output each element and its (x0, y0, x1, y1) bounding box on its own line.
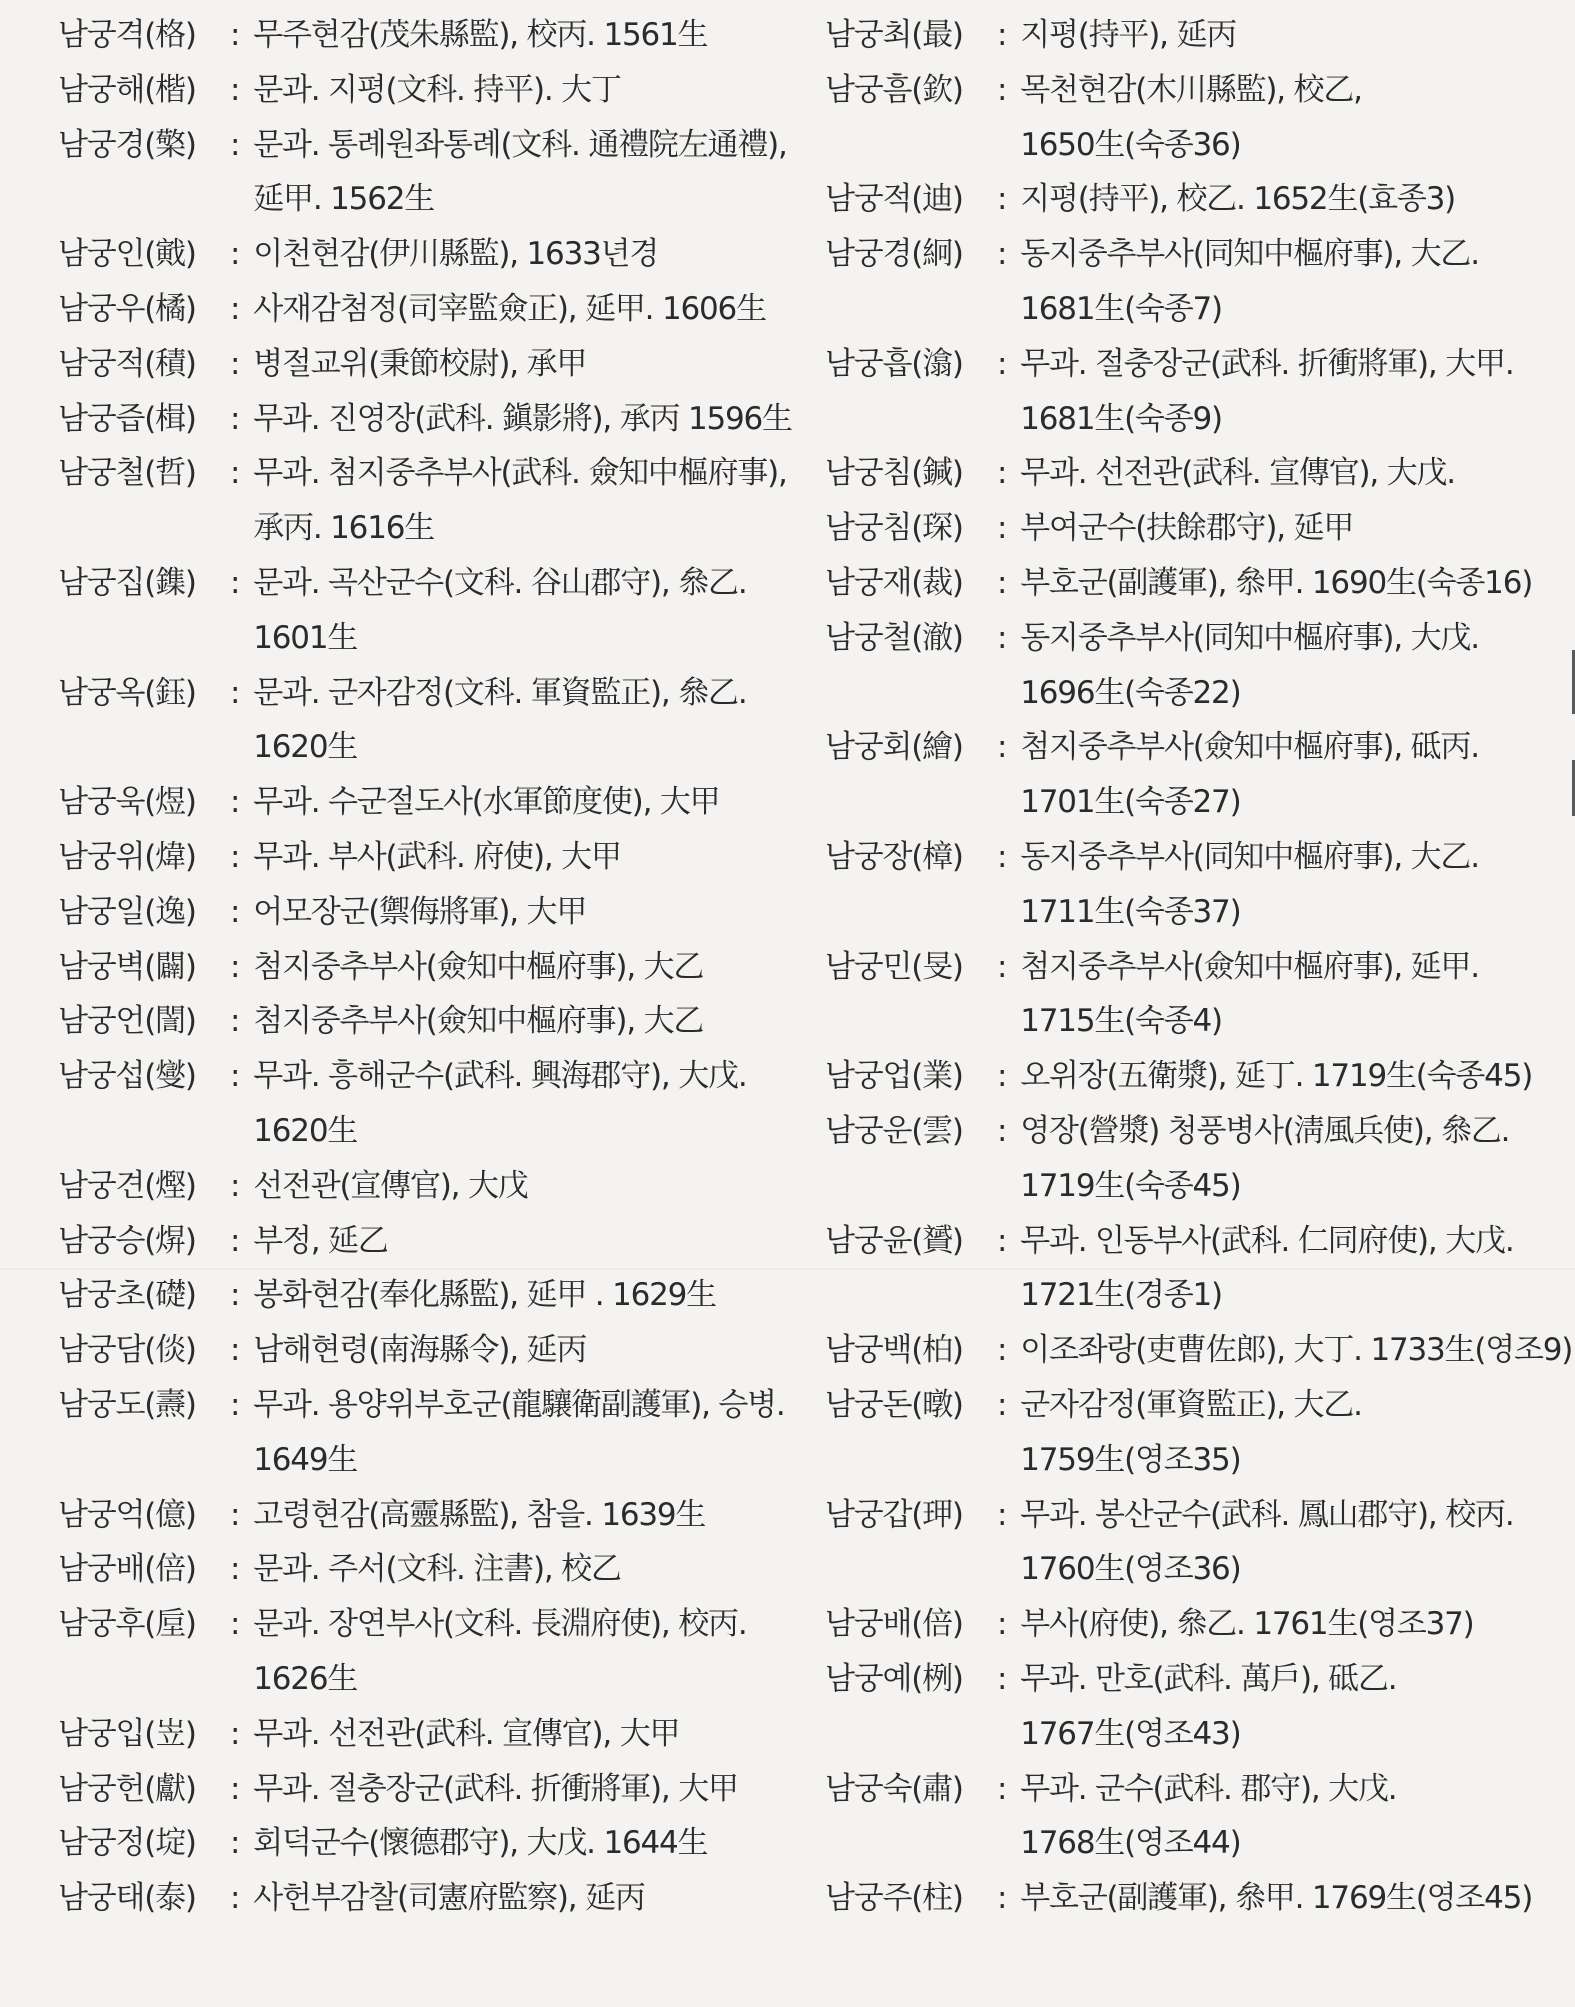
person-name: 남궁일(逸) (58, 893, 196, 930)
person-name: 남궁태(泰) (58, 1880, 196, 1917)
person-name: 남궁우(橘) (58, 290, 196, 327)
separator: : (230, 1606, 240, 1643)
person-name: 남궁업(業) (825, 1058, 963, 1095)
list-item (825, 611, 1565, 721)
separator: : (997, 71, 1007, 108)
list-item (58, 1378, 798, 1488)
person-description: 무과. 진영장(武科. 鎭影將), 承丙 1596生 (253, 400, 792, 437)
person-name: 남궁적(積) (58, 345, 196, 382)
separator: : (997, 1112, 1007, 1149)
separator: : (997, 510, 1007, 547)
separator: : (997, 345, 1007, 382)
list-item (825, 446, 1565, 501)
list-item (58, 666, 798, 776)
list-item (58, 775, 798, 830)
person-description: 무과. 만호(武科. 萬戶), 砥乙. 1767生(영조43) (1020, 1660, 1397, 1752)
person-description: 오위장(五衛漿), 延丁. 1719生(숙종45) (1020, 1058, 1533, 1095)
separator: : (230, 1277, 240, 1314)
person-name: 남궁욱(煜) (58, 784, 196, 821)
person-name: 남궁재(裁) (825, 564, 963, 601)
person-description: 무과. 인동부사(武科. 仁同府使), 大戊. 1721生(경종1) (1020, 1222, 1514, 1314)
separator: : (230, 1715, 240, 1752)
separator: : (230, 71, 240, 108)
separator: : (230, 1332, 240, 1369)
separator: : (230, 1880, 240, 1917)
separator: : (997, 1222, 1007, 1259)
person-description: 사헌부감찰(司憲府監察), 延丙 (253, 1880, 645, 1917)
list-item (58, 118, 798, 228)
list-item (825, 1214, 1565, 1324)
person-name: 남궁돈(暾) (825, 1386, 963, 1423)
person-name: 남궁초(礎) (58, 1277, 196, 1314)
list-item (58, 1323, 798, 1378)
person-description: 무과. 수군절도사(水軍節度使), 大甲 (253, 784, 720, 821)
list-item (825, 556, 1565, 611)
list-item (825, 1049, 1565, 1104)
list-item (825, 720, 1565, 830)
person-name: 남궁철(澈) (825, 619, 963, 656)
list-item (58, 1816, 798, 1871)
list-item (825, 940, 1565, 1050)
person-name: 남궁위(煒) (58, 838, 196, 875)
person-description: 부호군(副護軍), 叅甲. 1690生(숙종16) (1020, 564, 1533, 601)
person-description: 문과. 장연부사(文科. 長淵府使), 校丙. 1626生 (253, 1606, 747, 1697)
person-description: 문과. 곡산군수(文科. 谷山郡守), 叅乙. 1601生 (253, 564, 747, 656)
person-description: 이천현감(伊川縣監), 1633년경 (253, 236, 659, 273)
person-name: 남궁헌(獻) (58, 1770, 196, 1807)
person-description: 목천현감(木川縣監), 校乙, 1650生(숙종36) (1020, 71, 1362, 163)
person-name: 남궁배(倍) (825, 1606, 963, 1643)
separator: : (997, 236, 1007, 273)
separator: : (997, 948, 1007, 985)
person-name: 남궁윤(贇) (825, 1222, 963, 1259)
list-item (58, 1159, 798, 1214)
list-item (58, 282, 798, 337)
person-name: 남궁벽(闢) (58, 948, 196, 985)
list-item (58, 1049, 798, 1159)
person-description: 무과. 선전관(武科. 宣傳官), 大戊. (1020, 455, 1455, 492)
person-description: 남해현령(南海縣令), 延丙 (253, 1332, 587, 1369)
person-name: 남궁억(億) (58, 1496, 196, 1533)
separator: : (230, 455, 240, 492)
list-item (58, 940, 798, 995)
list-item (825, 8, 1565, 63)
person-name: 남궁적(迪) (825, 181, 963, 218)
person-name: 남궁흡(潝) (825, 345, 963, 382)
list-item (825, 1104, 1565, 1214)
separator: : (230, 838, 240, 875)
person-description: 무주현감(茂朱縣監), 校丙. 1561生 (253, 17, 708, 53)
person-name: 남궁정(埞) (58, 1825, 196, 1862)
person-name: 남궁민(旻) (825, 948, 963, 985)
person-description: 무과. 첨지중추부사(武科. 僉知中樞府事), 承丙. 1616生 (253, 455, 787, 547)
person-description: 사재감첨정(司宰監僉正), 延甲. 1606生 (253, 290, 766, 327)
person-name: 남궁담(倓) (58, 1332, 196, 1369)
right-column (825, 8, 1573, 1926)
separator: : (230, 345, 240, 382)
list-item (58, 8, 798, 63)
person-description: 영장(營漿) 청풍병사(淸風兵使), 叅乙. 1719生(숙종45) (1020, 1112, 1510, 1204)
person-description: 동지중추부사(同知中樞府事), 大乙. 1681生(숙종7) (1020, 236, 1479, 327)
separator: : (230, 893, 240, 930)
separator: : (230, 1058, 240, 1095)
separator: : (230, 1496, 240, 1533)
list-item (58, 1488, 798, 1543)
person-name: 남궁회(繪) (825, 729, 963, 766)
person-name: 남궁즙(楫) (58, 400, 196, 437)
person-description: 봉화현감(奉化縣監), 延甲 . 1629生 (253, 1277, 716, 1314)
list-item (825, 1378, 1565, 1488)
person-name: 남궁장(樟) (825, 838, 963, 875)
person-name: 남궁도(燾) (58, 1386, 196, 1423)
person-description: 병절교위(秉節校尉), 承甲 (253, 345, 587, 382)
person-name: 남궁옥(鈺) (58, 674, 196, 711)
person-description: 첨지중추부사(僉知中樞府事), 延甲. 1715生(숙종4) (1020, 948, 1479, 1040)
person-name: 남궁침(鍼) (825, 455, 963, 492)
separator: : (997, 1386, 1007, 1423)
person-description: 동지중추부사(同知中樞府事), 大戊. 1696生(숙종22) (1020, 619, 1479, 711)
separator: : (997, 1770, 1007, 1807)
separator: : (230, 1825, 240, 1862)
separator: : (230, 400, 240, 437)
person-name: 남궁경(檠) (58, 126, 196, 163)
list-item (58, 1597, 798, 1707)
list-item (825, 501, 1565, 556)
person-description: 무과. 군수(武科. 郡守), 大戊. 1768生(영조44) (1020, 1770, 1397, 1862)
person-description: 문과. 통례원좌통례(文科. 通禮院左通禮), 延甲. 1562生 (253, 126, 787, 218)
separator: : (230, 674, 240, 711)
separator: : (230, 290, 240, 327)
person-name: 남궁인(戭) (58, 236, 196, 273)
list-item (58, 1214, 798, 1269)
left-column (58, 8, 798, 1926)
separator: : (230, 784, 240, 821)
separator: : (997, 1332, 1007, 1369)
separator: : (997, 1880, 1007, 1917)
list-item (58, 227, 798, 282)
person-description: 회덕군수(懷德郡守), 大戊. 1644生 (253, 1825, 708, 1862)
separator: : (997, 729, 1007, 766)
separator: : (230, 126, 240, 163)
person-name: 남궁갑(玾) (825, 1496, 963, 1533)
separator: : (997, 1058, 1007, 1095)
person-description: 이조좌랑(吏曹佐郎), 大丁. 1733生(영조9) (1020, 1332, 1573, 1369)
person-description: 부정, 延乙 (253, 1222, 388, 1259)
person-name: 남궁흠(欽) (825, 71, 963, 108)
separator: : (997, 1660, 1007, 1697)
list-item (58, 1542, 798, 1597)
list-item (825, 1488, 1565, 1598)
person-name: 남궁주(柱) (825, 1880, 963, 1917)
person-description: 지평(持平), 校乙. 1652生(효종3) (1020, 181, 1456, 218)
separator: : (230, 1222, 240, 1259)
person-description: 무과. 절충장군(武科. 折衝將軍), 大甲. 1681生(숙종9) (1020, 345, 1514, 437)
separator: : (997, 564, 1007, 601)
list-item (825, 1871, 1565, 1926)
person-description: 첨지중추부사(僉知中樞府事), 砥丙. 1701生(숙종27) (1020, 729, 1479, 821)
person-description: 문과. 주서(文科. 注書), 校乙 (253, 1551, 621, 1588)
list-item (58, 1871, 798, 1926)
separator: : (230, 1003, 240, 1040)
person-name: 남궁백(柏) (825, 1332, 963, 1369)
person-name: 남궁침(琛) (825, 510, 963, 547)
person-description: 부사(府使), 叅乙. 1761生(영조37) (1020, 1606, 1474, 1643)
separator: : (230, 1167, 240, 1204)
person-name: 남궁입(岦) (58, 1715, 196, 1752)
person-name: 남궁승(焺) (58, 1222, 196, 1259)
person-description: 무과. 선전관(武科. 宣傳官), 大甲 (253, 1715, 680, 1752)
list-item (825, 1597, 1565, 1652)
separator: : (230, 564, 240, 601)
person-description: 동지중추부사(同知中樞府事), 大乙. 1711生(숙종37) (1020, 838, 1479, 930)
person-name: 남궁견(熞) (58, 1167, 196, 1204)
list-item (58, 994, 798, 1049)
list-item (58, 1707, 798, 1762)
person-description: 무과. 봉산군수(武科. 鳳山郡守), 校丙. 1760生(영조36) (1020, 1496, 1514, 1588)
person-description: 무과. 절충장군(武科. 折衝將軍), 大甲 (253, 1770, 738, 1807)
person-name: 남궁격(格) (58, 17, 196, 53)
list-item (58, 337, 798, 392)
separator: : (230, 236, 240, 273)
separator: : (230, 17, 240, 53)
list-item (58, 1268, 798, 1323)
list-item (825, 1323, 1573, 1378)
list-item (825, 830, 1565, 940)
separator: : (230, 948, 240, 985)
list-item (58, 830, 798, 885)
list-item (825, 172, 1565, 227)
person-description: 지평(持平), 延丙 (1020, 17, 1237, 53)
person-name: 남궁언(誾) (58, 1003, 196, 1040)
person-description: 선전관(宣傳官), 大戊 (253, 1167, 528, 1204)
person-name: 남궁예(栵) (825, 1660, 963, 1697)
separator: : (997, 1496, 1007, 1533)
list-item (825, 63, 1565, 173)
list-item (825, 337, 1565, 447)
person-description: 문과. 군자감정(文科. 軍資監正), 叅乙. 1620生 (253, 674, 747, 766)
separator: : (230, 1386, 240, 1423)
person-name: 남궁섭(燮) (58, 1058, 196, 1095)
separator: : (230, 1551, 240, 1588)
person-description: 첨지중추부사(僉知中樞府事), 大乙 (253, 1003, 704, 1040)
person-description: 첨지중추부사(僉知中樞府事), 大乙 (253, 948, 704, 985)
list-item (825, 1762, 1565, 1872)
list-item (58, 63, 798, 118)
list-item (58, 1762, 798, 1817)
person-name: 남궁후(垕) (58, 1606, 196, 1643)
person-description: 무과. 부사(武科. 府使), 大甲 (253, 838, 621, 875)
person-description: 부호군(副護軍), 叅甲. 1769生(영조45) (1020, 1880, 1533, 1917)
person-description: 무과. 흥해군수(武科. 興海郡守), 大戊. 1620生 (253, 1058, 747, 1149)
separator: : (997, 1606, 1007, 1643)
person-name: 남궁운(雲) (825, 1112, 963, 1149)
person-description: 무과. 용양위부호군(龍驤衛副護軍), 승병. 1649生 (253, 1386, 785, 1478)
separator: : (997, 181, 1007, 218)
person-description: 어모장군(禦侮將軍), 大甲 (253, 893, 587, 930)
person-description: 문과. 지평(文科. 持平). 大丁 (253, 71, 621, 108)
person-name: 남궁숙(肅) (825, 1770, 963, 1807)
list-item (58, 885, 798, 940)
list-item (58, 392, 798, 447)
list-item (58, 446, 798, 556)
person-name: 남궁철(哲) (58, 455, 196, 492)
person-description: 군자감정(軍資監正), 大乙. 1759生(영조35) (1020, 1386, 1362, 1478)
separator: : (997, 17, 1007, 53)
separator: : (230, 1770, 240, 1807)
separator: : (997, 619, 1007, 656)
list-item (825, 1652, 1565, 1762)
person-description: 고령현감(高靈縣監), 참을. 1639生 (253, 1496, 706, 1533)
person-name: 남궁경(絅) (825, 236, 963, 273)
list-item (825, 227, 1565, 337)
separator: : (997, 838, 1007, 875)
person-name: 남궁집(鏶) (58, 564, 196, 601)
person-description: 부여군수(扶餘郡守), 延甲 (1020, 510, 1354, 547)
person-name: 남궁배(倍) (58, 1551, 196, 1588)
separator: : (997, 455, 1007, 492)
list-item (58, 556, 798, 666)
person-name: 남궁해(楷) (58, 71, 196, 108)
person-name: 남궁최(最) (825, 17, 963, 53)
